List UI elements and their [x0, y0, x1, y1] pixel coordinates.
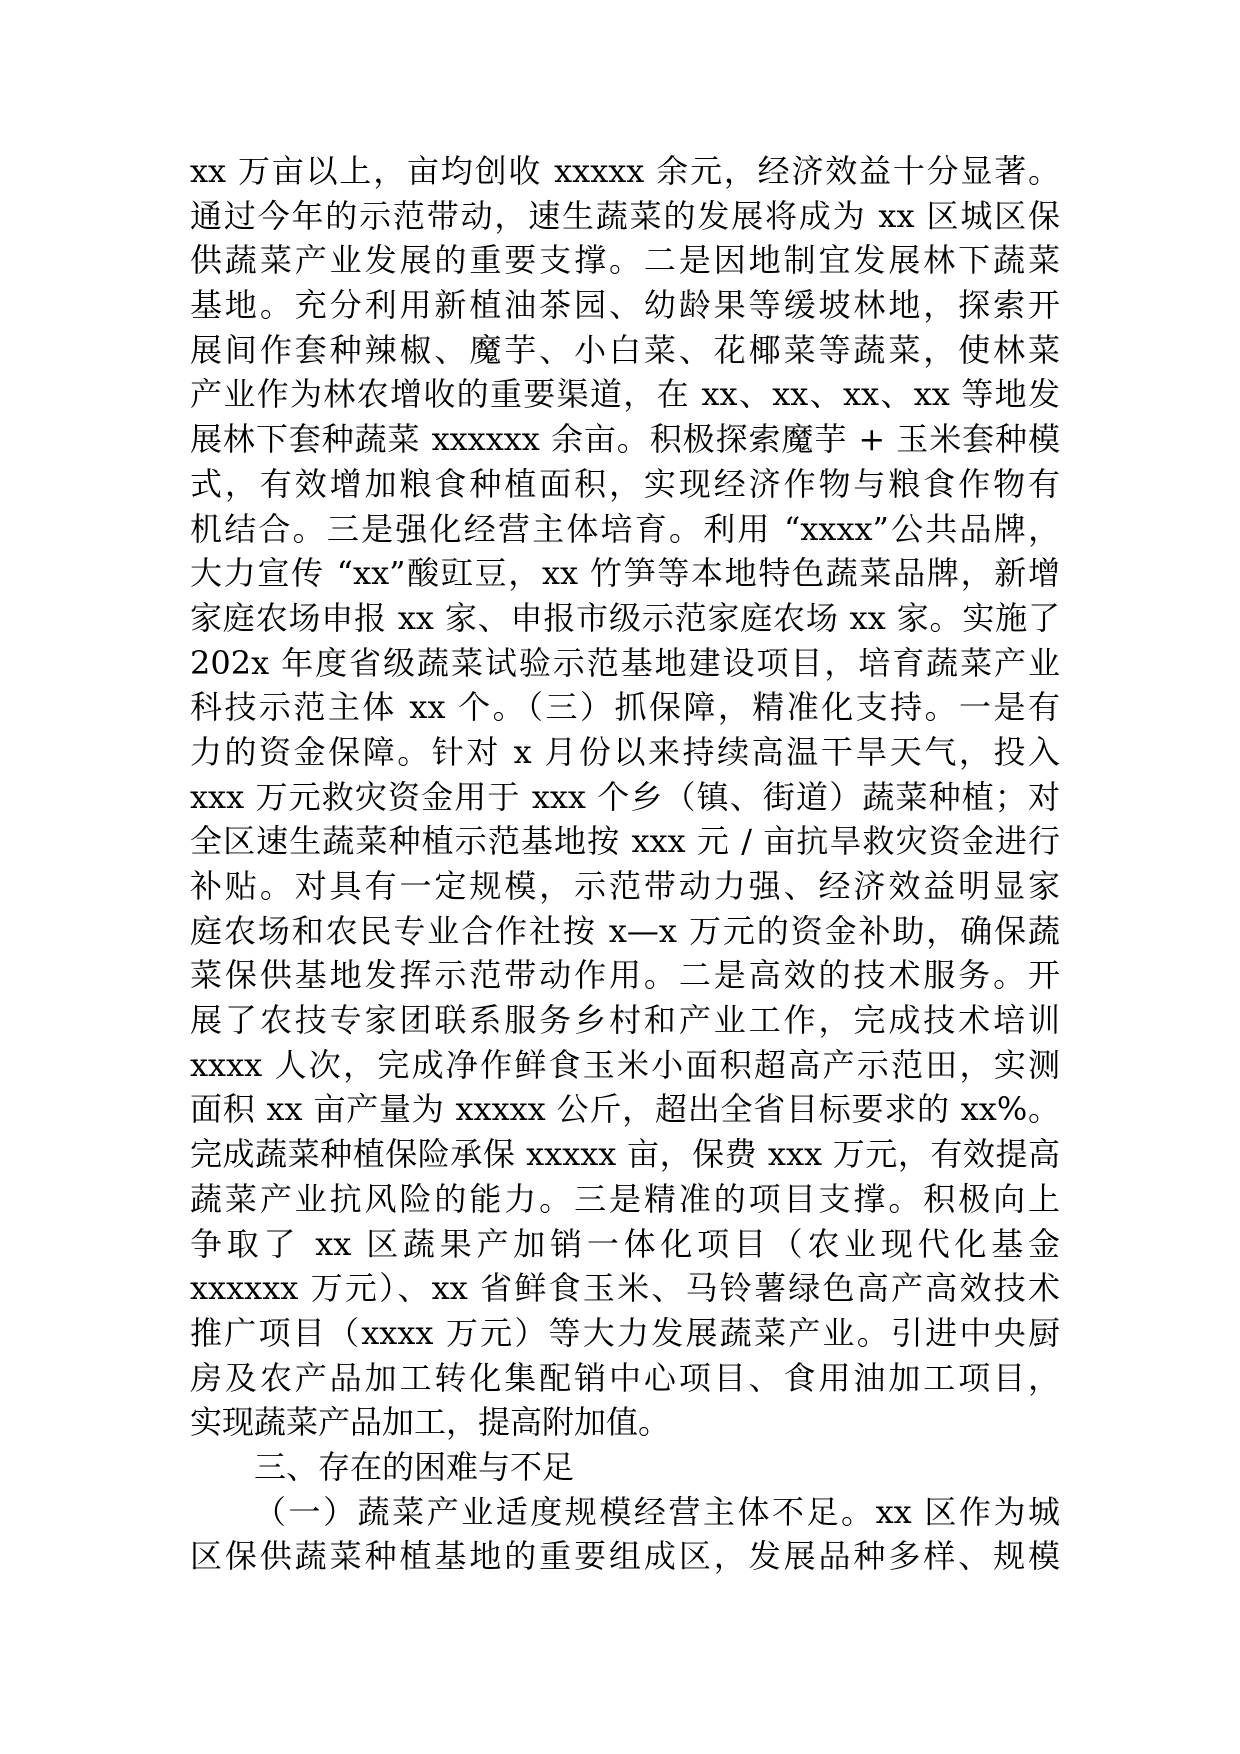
- body-line: 争取了 xx 区蔬果产加销一体化项目（农业现代化基金: [190, 1224, 1060, 1263]
- body-line: 202x 年度省级蔬菜试验示范基地建设项目，培育蔬菜产业: [190, 643, 1060, 682]
- body-line: 补贴。对具有一定规模，示范带动力强、经济效益明显家: [190, 867, 1060, 905]
- body-line: 展了农技专家团联系服务乡村和产业工作，完成技术培训: [190, 1001, 1060, 1040]
- body-line: 基地。充分利用新植油茶园、幼龄果等缓坡林地，探索开: [190, 286, 1060, 325]
- body-line: 蔬菜产业抗风险的能力。三是精准的项目支撑。积极向上: [190, 1179, 1060, 1218]
- body-line: 庭农场和农民专业合作社按 x—x 万元的资金补助，确保蔬: [190, 911, 1060, 950]
- body-line: 全区速生蔬菜种植示范基地按 xxx 元 / 亩抗旱救灾资金进行: [190, 822, 1060, 861]
- body-line: xxxx 人次，完成净作鲜食玉米小面积超高产示范田，实测: [190, 1045, 1060, 1084]
- body-line: 菜保供基地发挥示范带动作用。二是高效的技术服务。开: [190, 956, 1060, 995]
- subsection-line: 区保供蔬菜种植基地的重要组成区，发展品种多样、规模: [190, 1537, 1060, 1576]
- body-line: xxx 万元救灾资金用于 xxx 个乡（镇、街道）蔬菜种植；对: [190, 777, 1060, 816]
- body-line: xx 万亩以上，亩均创收 xxxxx 余元，经济效益十分显著。: [190, 152, 1060, 190]
- body-line: 大力宣传 “xx”酸豇豆，xx 竹笋等本地特色蔬菜品牌，新增: [190, 554, 1060, 593]
- body-line: 房及农产品加工转化集配销中心项目、食用油加工项目，: [190, 1358, 1060, 1397]
- subsection-line: （一）蔬菜产业适度规模经营主体不足。xx 区作为城: [254, 1492, 1060, 1531]
- body-line: 展间作套种辣椒、魔芋、小白菜、花椰菜等蔬菜，使林菜: [190, 330, 1060, 369]
- body-line: 完成蔬菜种植保险承保 xxxxx 亩，保费 xxx 万元，有效提高: [190, 1135, 1060, 1174]
- body-line: 力的资金保障。针对 x 月份以来持续高温干旱天气，投入: [190, 732, 1060, 771]
- body-line: 推广项目（xxxx 万元）等大力发展蔬菜产业。引进中央厨: [190, 1313, 1060, 1352]
- body-line: 展林下套种蔬菜 xxxxxx 余亩。积极探索魔芋 + 玉米套种模: [190, 420, 1060, 459]
- body-line: 通过今年的示范带动，速生蔬菜的发展将成为 xx 区城区保: [190, 196, 1060, 235]
- body-line: 家庭农场申报 xx 家、申报市级示范家庭农场 xx 家。实施了: [190, 598, 1060, 637]
- body-line-last: 实现蔬菜产品加工，提高附加值。: [190, 1403, 671, 1442]
- document-body: [190, 149, 1060, 1579]
- body-line: xxxxxx 万元）、xx 省鲜食玉米、马铃薯绿色高产高效技术: [190, 1269, 1060, 1308]
- section-heading: 三、存在的困难与不足: [254, 1447, 575, 1486]
- body-line: 产业作为林农增收的重要渠道，在 xx、xx、xx、xx 等地发: [190, 375, 1060, 414]
- body-line: 供蔬菜产业发展的重要支撑。二是因地制宜发展林下蔬菜: [190, 241, 1060, 280]
- body-line: 机结合。三是强化经营主体培育。利用 “xxxx”公共品牌，: [190, 509, 1060, 548]
- body-line: 科技示范主体 xx 个。（三）抓保障，精准化支持。一是有: [190, 688, 1060, 727]
- body-line: 面积 xx 亩产量为 xxxxx 公斤，超出全省目标要求的 xx%。: [190, 1090, 1060, 1129]
- body-line: 式，有效增加粮食种植面积，实现经济作物与粮食作物有: [190, 464, 1060, 503]
